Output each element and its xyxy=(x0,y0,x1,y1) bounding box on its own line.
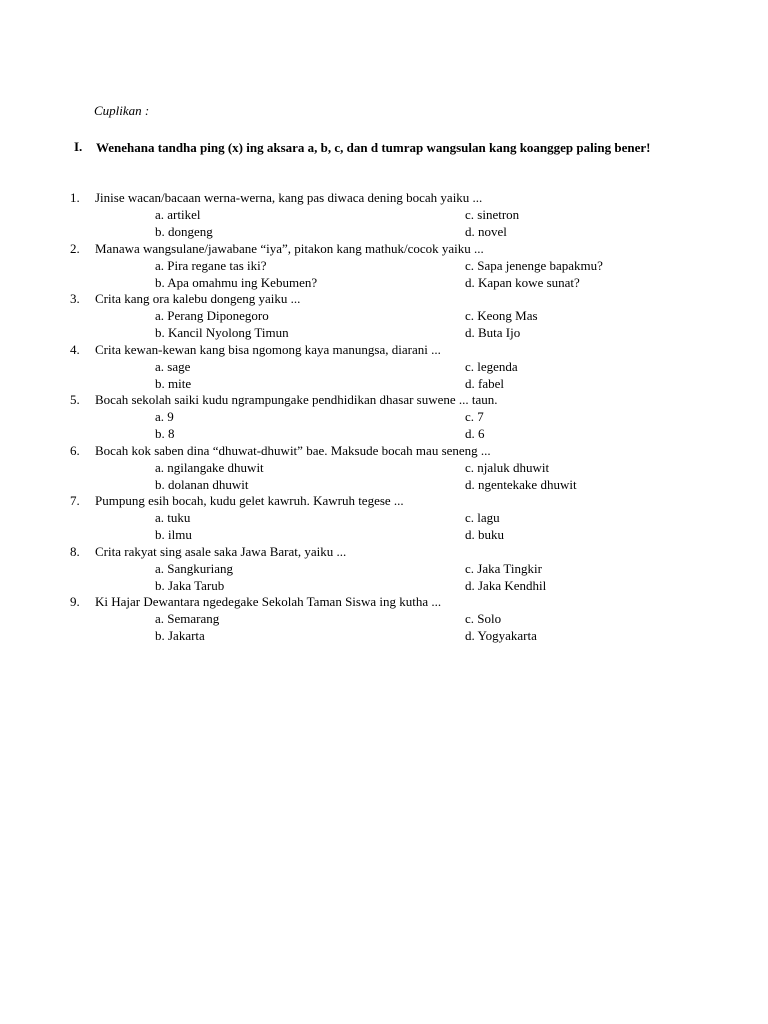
question-text: Crita kang ora kalebu dongeng yaiku ... xyxy=(95,291,301,306)
question-number: 3. xyxy=(70,291,80,306)
option-a: a. Semarang xyxy=(155,611,220,626)
question-number: 8. xyxy=(70,543,80,559)
instruction-text: Wenehana tandha ping (x) ing aksara a, b, c, dan d tumrap wangsulan kang koanggep paling bener! xyxy=(96,140,651,155)
option-d: d. 6 xyxy=(465,426,485,441)
option-b: b. Kancil Nyolong Timun xyxy=(155,325,289,340)
question-number: 1. xyxy=(70,190,80,205)
question-text: Manawa wangsulane/jawabane “iya”, pitakon kang mathuk/cocok yaiku ... xyxy=(95,240,484,256)
question-text: Crita kewan-kewan kang bisa ngomong kaya manungsa, diarani ... xyxy=(95,341,441,357)
option-a: a. Perang Diponegoro xyxy=(155,308,269,323)
caption: Cuplikan : xyxy=(94,103,150,118)
instruction-number: I. xyxy=(74,139,83,154)
option-b: b. Jakarta xyxy=(155,628,205,643)
option-b: b. ilmu xyxy=(155,527,192,542)
question-text: Crita rakyat sing asale saka Jawa Barat, yaiku ... xyxy=(95,543,347,559)
option-d: d. Yogyakarta xyxy=(465,628,537,643)
option-a: a. 9 xyxy=(155,409,174,424)
option-d: d. novel xyxy=(465,224,507,239)
option-a: a. Pira regane tas iki? xyxy=(155,257,267,273)
question-number: 4. xyxy=(70,341,80,357)
question-text: Bocah sekolah saiki kudu ngrampungake pendhidikan dhasar suwene ... taun. xyxy=(95,392,498,407)
question-number: 5. xyxy=(70,392,80,407)
option-b: b. mite xyxy=(155,375,192,391)
question-item xyxy=(0,189,768,240)
question-number: 7. xyxy=(70,493,80,508)
option-d: d. Jaka Kendhil xyxy=(465,577,547,593)
question-item xyxy=(0,290,768,341)
option-b: b. Apa omahmu ing Kebumen? xyxy=(155,274,318,290)
option-b: b. 8 xyxy=(155,426,175,441)
question-text: Ki Hajar Dewantara ngedegake Sekolah Taman Siswa ing kutha ... xyxy=(95,594,442,609)
question-number: 9. xyxy=(70,594,80,609)
question-number: 2. xyxy=(70,240,80,256)
option-d: d. buku xyxy=(465,527,504,542)
option-d: d. Kapan kowe sunat? xyxy=(465,274,580,290)
option-c: c. lagu xyxy=(465,510,500,525)
option-b: b. dolanan dhuwit xyxy=(155,476,249,492)
question-item xyxy=(0,593,768,644)
option-d: d. Buta Ijo xyxy=(465,325,521,340)
question-text: Jinise wacan/bacaan werna-werna, kang pas diwaca dening bocah yaiku ... xyxy=(95,190,483,205)
option-a: a. ngilangake dhuwit xyxy=(155,459,264,475)
option-a: a. sage xyxy=(155,358,191,374)
option-c: c. Jaka Tingkir xyxy=(465,560,542,576)
option-c: c. 7 xyxy=(465,409,484,424)
question-item xyxy=(0,543,768,594)
question-item xyxy=(0,492,768,543)
option-c: c. Keong Mas xyxy=(465,308,538,323)
option-c: c. njaluk dhuwit xyxy=(465,459,550,475)
question-item xyxy=(0,442,768,493)
option-c: c. legenda xyxy=(465,358,518,374)
option-b: b. dongeng xyxy=(155,224,213,239)
option-d: d. fabel xyxy=(465,375,504,391)
question-item xyxy=(0,391,768,442)
question-item xyxy=(0,341,768,392)
option-c: c. Sapa jenenge bapakmu? xyxy=(465,257,603,273)
question-text: Bocah kok saben dina “dhuwat-dhuwit” bae. Maksude bocah mau seneng ... xyxy=(95,442,491,458)
option-b: b. Jaka Tarub xyxy=(155,577,225,593)
option-a: a. artikel xyxy=(155,207,201,222)
question-item xyxy=(0,240,768,291)
option-d: d. ngentekake dhuwit xyxy=(465,476,577,492)
option-a: a. Sangkuriang xyxy=(155,560,233,576)
option-a: a. tuku xyxy=(155,510,191,525)
question-number: 6. xyxy=(70,442,80,458)
question-list xyxy=(0,189,768,644)
option-c: c. sinetron xyxy=(465,207,520,222)
option-c: c. Solo xyxy=(465,611,502,626)
question-text: Pumpung esih bocah, kudu gelet kawruh. Kawruh tegese ... xyxy=(95,493,404,508)
